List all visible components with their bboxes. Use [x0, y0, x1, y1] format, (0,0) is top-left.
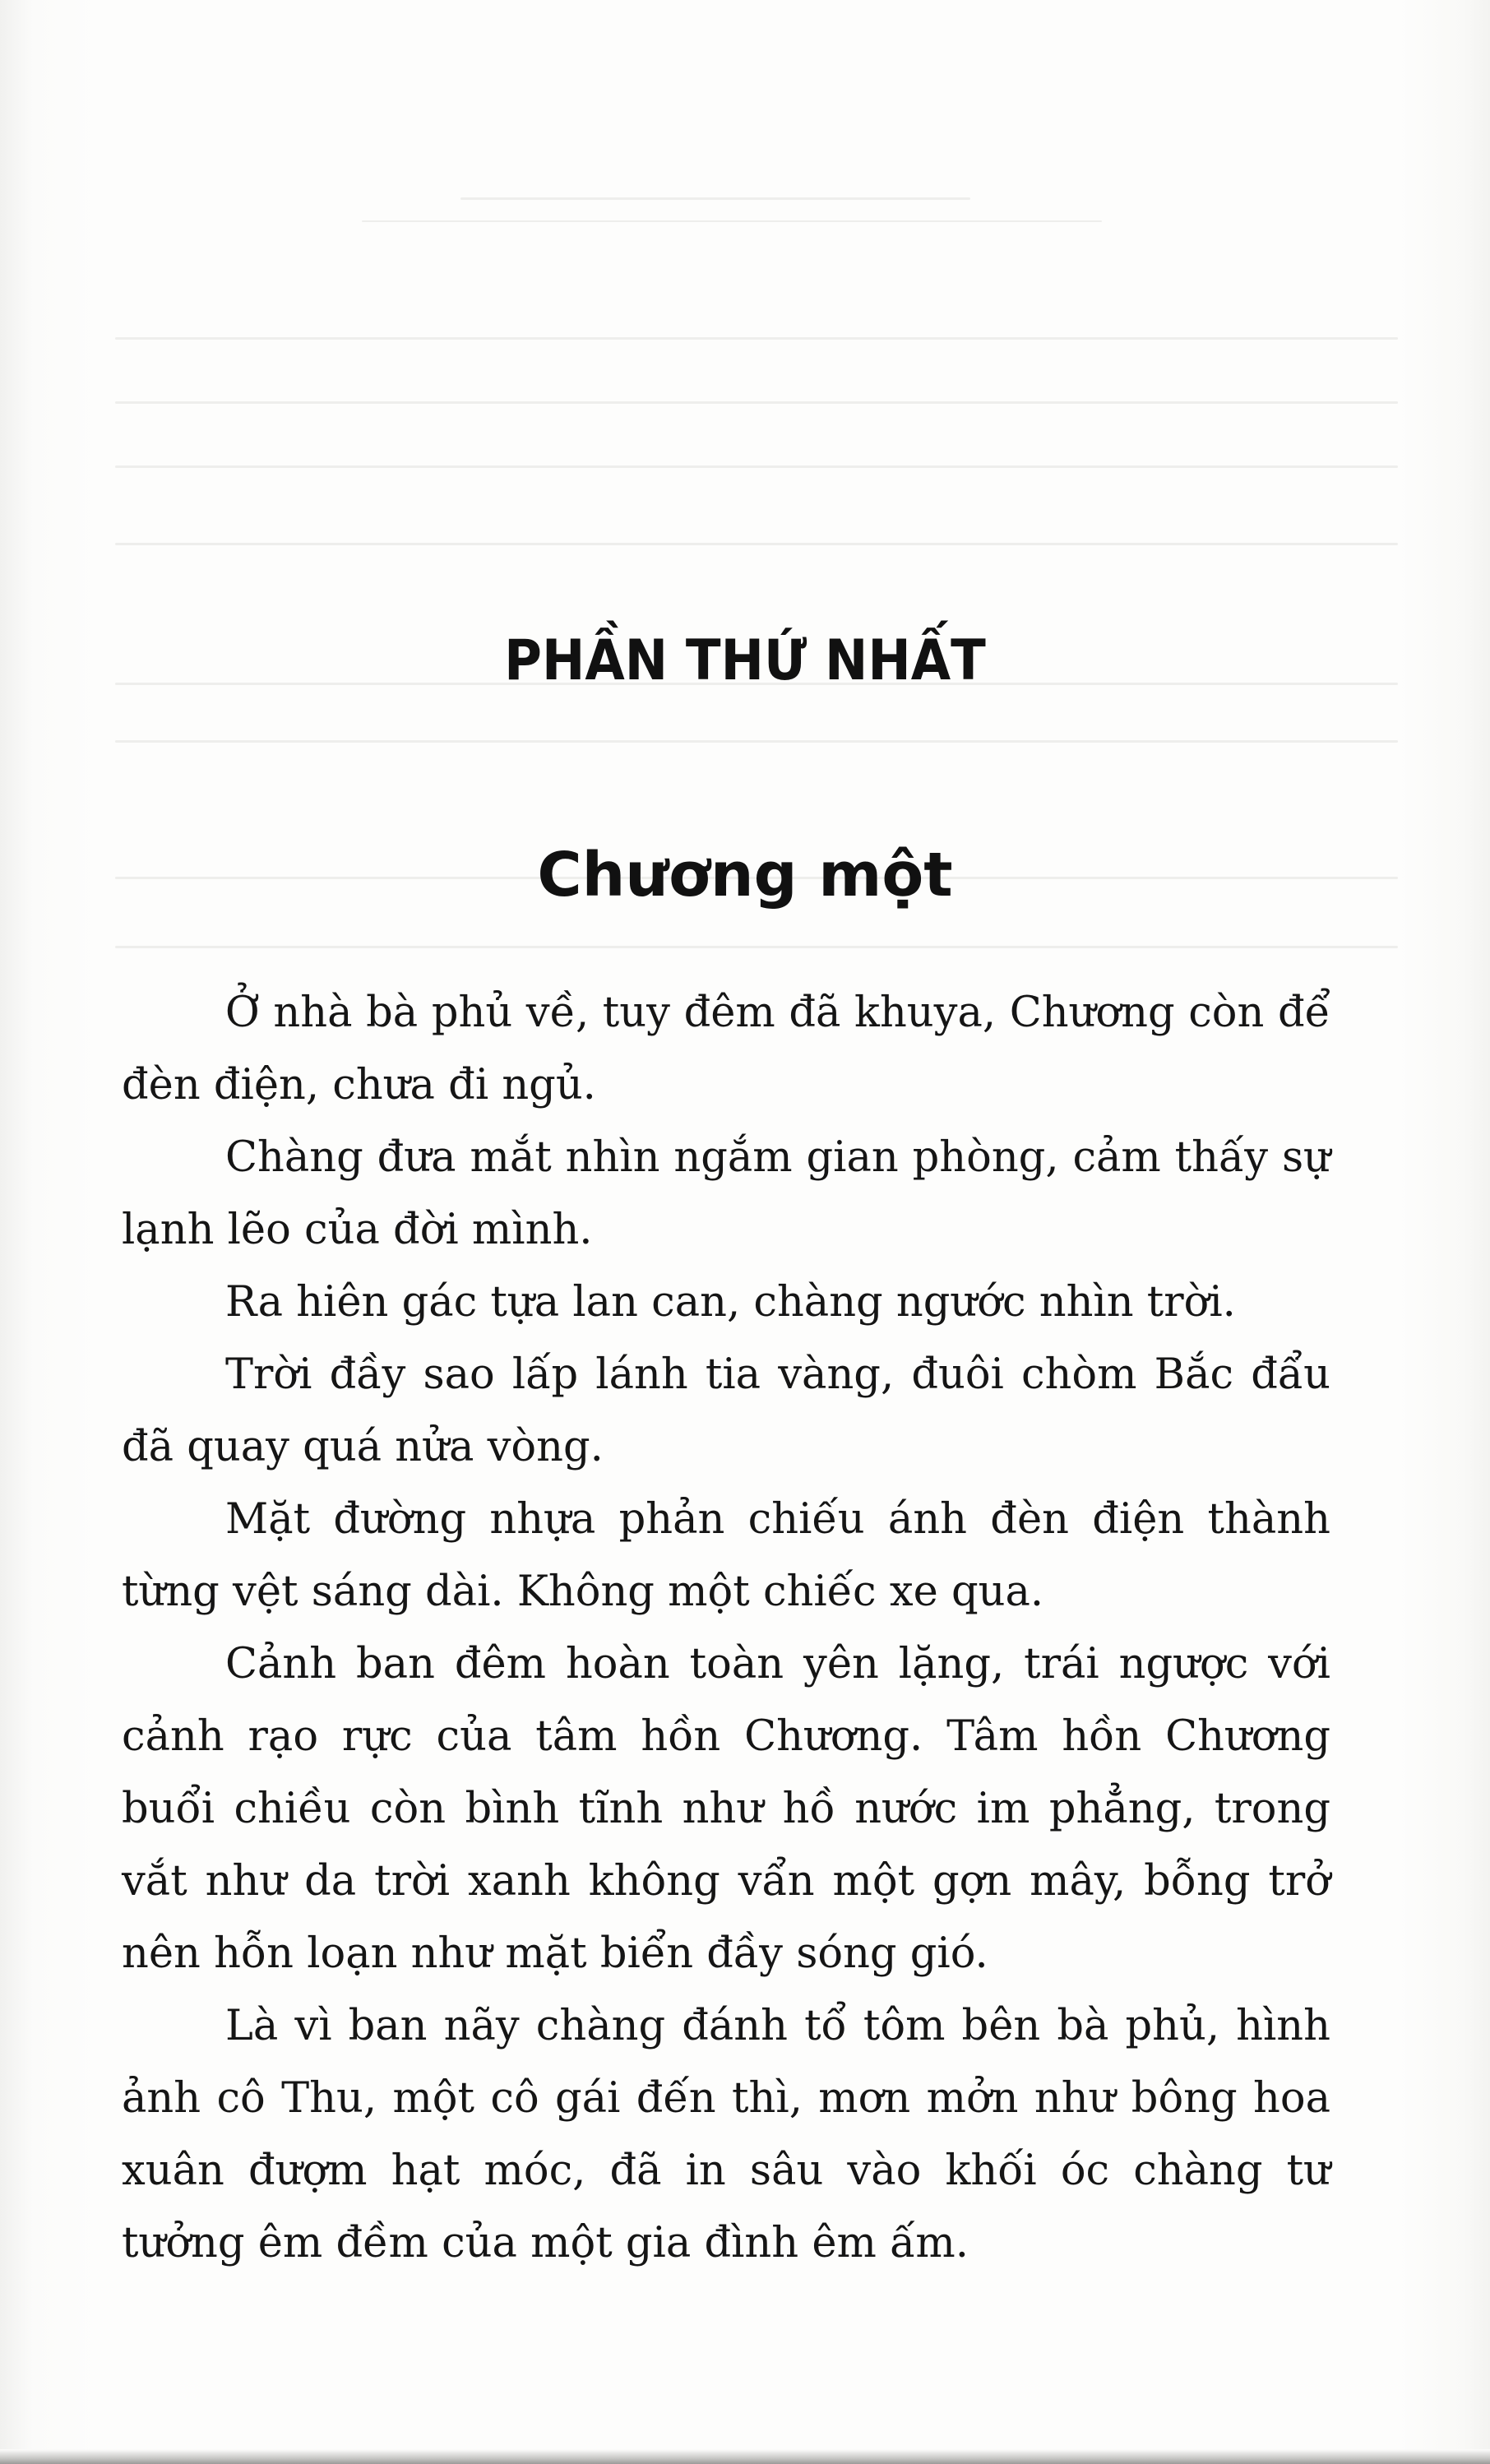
paragraph: Là vì ban nãy chàng đánh tổ tôm bên bà phủ, hình ảnh cô Thu, một cô gái đến thì, mơn mởn như bông hoa xuân đượm hạt móc, đã in sâu vào khối óc chàng tư tưởng êm đềm của một gia đình êm ấm.	[122, 2002, 1330, 2267]
show-through-line	[115, 946, 1398, 948]
show-through-line	[115, 740, 1398, 743]
chapter-title: Chương một	[537, 840, 953, 911]
paragraph: Chàng đưa mắt nhìn ngắm gian phòng, cảm thấy sự lạnh lẽo của đời mình.	[122, 1133, 1330, 1254]
show-through-line	[115, 337, 1398, 340]
paragraph: Cảnh ban đêm hoàn toàn yên lặng, trái ngược với cảnh rạo rực của tâm hồn Chương. Tâm hồn Chương buổi chiều còn bình tĩnh như hồ nước im phẳng, trong vắt như da trời xanh không vẩn một gợn mây, bỗng trở nên hỗn loạn như mặt biển đầy sóng gió.	[122, 1640, 1330, 1978]
paragraph: Ra hiên gác tựa lan can, chàng ngước nhìn trời.	[225, 1278, 1236, 1327]
chapter-body	[122, 977, 1330, 2280]
paragraph: Mặt đường nhựa phản chiếu ánh đèn điện thành từng vệt sáng dài. Không một chiếc xe qua.	[122, 1495, 1330, 1616]
paragraph: Trời đầy sao lấp lánh tia vàng, đuôi chòm Bắc đẩu đã quay quá nửa vòng.	[122, 1350, 1330, 1471]
show-through-line	[115, 465, 1398, 468]
show-through-line	[460, 197, 970, 200]
show-through-line	[115, 401, 1398, 404]
part-title: PHẦN THỨ NHẤT	[504, 628, 986, 693]
show-through-line	[362, 220, 1102, 222]
paragraph: Ở nhà bà phủ về, tuy đêm đã khuya, Chương còn để đèn điện, chưa đi ngủ.	[122, 989, 1330, 1109]
show-through-line	[115, 543, 1398, 545]
page-bottom-edge	[0, 2449, 1490, 2464]
